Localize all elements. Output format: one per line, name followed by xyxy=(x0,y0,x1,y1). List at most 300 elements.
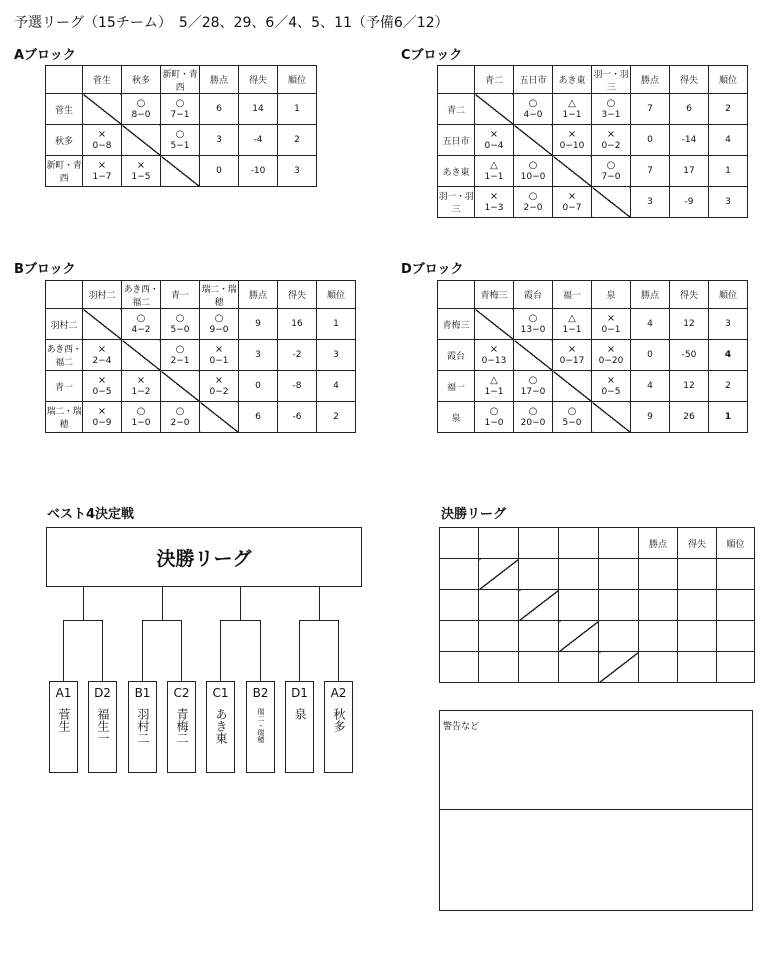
goaldiff-header: 得失 xyxy=(670,66,709,94)
result-cell xyxy=(599,559,639,590)
rank-header: 順位 xyxy=(709,66,748,94)
rank-cell xyxy=(717,621,755,652)
row-team-name: 新町・青西 xyxy=(46,156,83,187)
goaldiff-cell: -4 xyxy=(239,125,278,156)
result-score: 0−5 xyxy=(601,386,621,397)
corner-cell xyxy=(438,281,475,309)
col-team-header: 五日市 xyxy=(514,66,553,94)
result-mark: ○ xyxy=(606,160,616,172)
rank-cell: 1 xyxy=(709,402,748,433)
warning-box xyxy=(439,710,753,911)
bracket-team-slot xyxy=(88,681,117,773)
result-score: 0−20 xyxy=(598,355,624,366)
result-cell xyxy=(200,309,239,340)
result-score: 2−1 xyxy=(170,355,190,366)
result-mark: ○ xyxy=(528,98,538,110)
diagonal-cell xyxy=(161,371,200,402)
row-team-name: 瑞二・瑞穂 xyxy=(46,402,83,433)
diagonal-cell xyxy=(514,125,553,156)
table-row xyxy=(46,156,317,187)
points-header: 勝点 xyxy=(639,528,678,559)
result-score: 1−1 xyxy=(484,171,504,182)
points-cell: 0 xyxy=(631,340,670,371)
rank-cell: 3 xyxy=(709,309,748,340)
result-cell xyxy=(475,187,514,218)
result-cell xyxy=(592,309,631,340)
result-score: 1−1 xyxy=(562,324,582,335)
rank-cell: 4 xyxy=(317,371,356,402)
final-team-name xyxy=(440,621,479,652)
result-score: 1−0 xyxy=(131,417,151,428)
goaldiff-header: 得失 xyxy=(670,281,709,309)
goaldiff-cell: -50 xyxy=(670,340,709,371)
result-cell xyxy=(122,94,161,125)
result-score: 8−0 xyxy=(131,109,151,120)
result-cell xyxy=(553,125,592,156)
block-a-table xyxy=(45,65,317,187)
diagonal-cell xyxy=(475,309,514,340)
points-cell: 0 xyxy=(200,156,239,187)
final-team-header xyxy=(559,528,599,559)
corner-cell xyxy=(46,66,83,94)
result-cell xyxy=(479,590,519,621)
goaldiff-cell: 17 xyxy=(670,156,709,187)
result-cell xyxy=(599,590,639,621)
bracket-line xyxy=(338,620,339,681)
result-cell xyxy=(122,309,161,340)
result-cell xyxy=(592,94,631,125)
result-score: 1−5 xyxy=(131,171,151,182)
table-row xyxy=(438,94,748,125)
result-score: 3−1 xyxy=(601,109,621,120)
bracket-seed: A1 xyxy=(55,686,72,700)
result-mark: △ xyxy=(490,375,498,387)
result-score: 2−0 xyxy=(523,202,543,213)
points-cell: 7 xyxy=(631,156,670,187)
block-c-table xyxy=(437,65,748,218)
goaldiff-header: 得失 xyxy=(278,281,317,309)
points-cell: 4 xyxy=(631,371,670,402)
table-row xyxy=(46,340,356,371)
result-cell xyxy=(553,94,592,125)
goaldiff-cell: -6 xyxy=(278,402,317,433)
points-cell: 3 xyxy=(631,187,670,218)
bracket-line xyxy=(319,586,320,620)
rank-header: 順位 xyxy=(717,528,755,559)
result-cell xyxy=(83,402,122,433)
result-mark: ○ xyxy=(528,406,538,418)
rank-cell: 2 xyxy=(317,402,356,433)
result-score: 0−17 xyxy=(559,355,585,366)
result-mark: × xyxy=(97,375,107,387)
result-score: 10−0 xyxy=(520,171,546,182)
col-team-header: 菅生 xyxy=(83,66,122,94)
result-mark: × xyxy=(97,129,107,141)
final-team-header xyxy=(519,528,559,559)
result-score: 1−2 xyxy=(131,386,151,397)
rank-cell: 2 xyxy=(709,371,748,402)
result-cell xyxy=(559,590,599,621)
diagonal-cell xyxy=(592,402,631,433)
result-mark: ○ xyxy=(136,406,146,418)
goaldiff-cell: 12 xyxy=(670,371,709,402)
result-score: 1−3 xyxy=(484,202,504,213)
row-team-name: 泉 xyxy=(438,402,475,433)
result-score: 0−2 xyxy=(601,140,621,151)
row-team-name: 秋多 xyxy=(46,125,83,156)
points-cell xyxy=(639,621,678,652)
bracket-team-name: 泉 xyxy=(293,708,307,720)
corner-cell xyxy=(46,281,83,309)
rank-header: 順位 xyxy=(709,281,748,309)
goaldiff-cell: -9 xyxy=(670,187,709,218)
result-mark: △ xyxy=(568,98,576,110)
result-score: 1−1 xyxy=(562,109,582,120)
result-cell xyxy=(514,156,553,187)
block-d-label: Dブロック xyxy=(401,262,464,277)
result-cell xyxy=(553,402,592,433)
result-mark: ○ xyxy=(136,313,146,325)
points-cell: 0 xyxy=(239,371,278,402)
points-cell: 7 xyxy=(631,94,670,125)
points-cell: 9 xyxy=(239,309,278,340)
result-cell xyxy=(475,371,514,402)
goaldiff-cell xyxy=(678,590,717,621)
result-cell xyxy=(161,402,200,433)
table-row xyxy=(438,340,748,371)
rank-cell xyxy=(717,559,755,590)
points-cell: 3 xyxy=(200,125,239,156)
result-cell xyxy=(479,652,519,683)
col-team-header: 青一 xyxy=(161,281,200,309)
result-mark: × xyxy=(606,313,616,325)
result-cell xyxy=(83,340,122,371)
bracket-line xyxy=(63,620,64,681)
points-header: 勝点 xyxy=(631,66,670,94)
result-mark: × xyxy=(606,344,616,356)
diagonal-cell xyxy=(122,125,161,156)
rank-cell: 2 xyxy=(709,94,748,125)
col-team-header: 青梅三 xyxy=(475,281,514,309)
row-team-name: あき西・福二 xyxy=(46,340,83,371)
bracket-team-slot xyxy=(324,681,353,773)
result-cell xyxy=(519,652,559,683)
goaldiff-header: 得失 xyxy=(678,528,717,559)
diagonal-cell xyxy=(514,340,553,371)
result-mark: × xyxy=(97,160,107,172)
result-cell xyxy=(514,94,553,125)
rank-header: 順位 xyxy=(278,66,317,94)
result-score: 0−7 xyxy=(562,202,582,213)
result-cell xyxy=(592,371,631,402)
result-mark: × xyxy=(489,344,499,356)
col-team-header: 福一 xyxy=(553,281,592,309)
bracket-team-slot xyxy=(285,681,314,773)
goaldiff-cell: 26 xyxy=(670,402,709,433)
result-cell xyxy=(161,340,200,371)
bracket-team-slot xyxy=(49,681,78,773)
row-team-name: 羽村二 xyxy=(46,309,83,340)
result-score: 0−10 xyxy=(559,140,585,151)
table-row xyxy=(46,125,317,156)
goaldiff-cell: -14 xyxy=(670,125,709,156)
result-cell xyxy=(122,402,161,433)
result-mark: △ xyxy=(490,160,498,172)
diagonal-cell xyxy=(83,94,122,125)
col-team-header: あき東 xyxy=(553,66,592,94)
bracket-seed: C1 xyxy=(212,686,229,700)
goaldiff-cell xyxy=(678,559,717,590)
result-mark: ○ xyxy=(528,375,538,387)
result-score: 7−0 xyxy=(601,171,621,182)
rank-cell: 3 xyxy=(278,156,317,187)
result-score: 17−0 xyxy=(520,386,546,397)
rank-cell: 1 xyxy=(317,309,356,340)
result-score: 0−1 xyxy=(601,324,621,335)
points-cell: 6 xyxy=(239,402,278,433)
corner-cell xyxy=(438,66,475,94)
result-cell xyxy=(519,621,559,652)
row-team-name: 青梅三 xyxy=(438,309,475,340)
table-row xyxy=(440,590,755,621)
table-row xyxy=(438,125,748,156)
result-cell xyxy=(83,156,122,187)
table-row xyxy=(440,559,755,590)
row-team-name: 青二 xyxy=(438,94,475,125)
result-mark: ○ xyxy=(175,98,185,110)
bracket-line xyxy=(102,620,103,681)
result-mark: × xyxy=(567,129,577,141)
block-b-label: Bブロック xyxy=(14,262,76,277)
bracket-line xyxy=(260,620,261,681)
bracket-team-slot xyxy=(206,681,235,773)
result-score: 5−0 xyxy=(170,324,190,335)
result-mark: ○ xyxy=(489,406,499,418)
bracket-seed: B2 xyxy=(252,686,269,700)
result-score: 9−0 xyxy=(209,324,229,335)
result-cell xyxy=(553,187,592,218)
bracket-seed: D2 xyxy=(94,686,111,700)
goaldiff-cell: 14 xyxy=(239,94,278,125)
result-mark: × xyxy=(489,191,499,203)
diagonal-cell xyxy=(599,652,639,683)
col-team-header: 羽一・羽三 xyxy=(592,66,631,94)
result-mark: ○ xyxy=(175,344,185,356)
result-score: 1−0 xyxy=(484,417,504,428)
result-score: 4−2 xyxy=(131,324,151,335)
bracket-team-slot xyxy=(246,681,275,773)
result-mark: ○ xyxy=(528,313,538,325)
result-cell xyxy=(122,371,161,402)
col-team-header: あき西・福二 xyxy=(122,281,161,309)
result-mark: △ xyxy=(568,313,576,325)
result-score: 1−1 xyxy=(484,386,504,397)
points-cell: 9 xyxy=(631,402,670,433)
result-cell xyxy=(514,187,553,218)
result-score: 2−4 xyxy=(92,355,112,366)
result-score: 0−13 xyxy=(481,355,507,366)
result-mark: × xyxy=(136,375,146,387)
bracket-line xyxy=(299,620,339,621)
bracket-team-name: あき東 xyxy=(214,708,228,744)
bracket-line xyxy=(220,620,221,681)
block-b-table xyxy=(45,280,356,433)
rank-cell: 4 xyxy=(709,125,748,156)
result-mark: ○ xyxy=(606,98,616,110)
result-cell xyxy=(553,309,592,340)
result-mark: × xyxy=(606,129,616,141)
points-header: 勝点 xyxy=(239,281,278,309)
result-mark: ○ xyxy=(528,191,538,203)
result-score: 0−2 xyxy=(209,386,229,397)
diagonal-cell xyxy=(559,621,599,652)
rank-cell: 3 xyxy=(317,340,356,371)
points-cell xyxy=(639,652,678,683)
row-team-name: 霞台 xyxy=(438,340,475,371)
result-mark: ○ xyxy=(175,313,185,325)
result-score: 1−7 xyxy=(92,171,112,182)
result-cell xyxy=(161,309,200,340)
result-cell xyxy=(592,125,631,156)
table-row xyxy=(438,187,748,218)
bracket-line xyxy=(240,586,241,620)
result-score: 0−1 xyxy=(209,355,229,366)
bracket-team-name: 菅生 xyxy=(57,708,71,732)
result-cell xyxy=(475,125,514,156)
result-cell xyxy=(514,402,553,433)
result-mark: ○ xyxy=(528,160,538,172)
points-header: 勝点 xyxy=(631,281,670,309)
goaldiff-cell xyxy=(678,652,717,683)
result-cell xyxy=(592,340,631,371)
block-a-label: Aブロック xyxy=(14,48,76,63)
goaldiff-cell: -8 xyxy=(278,371,317,402)
rank-cell xyxy=(717,652,755,683)
final-team-header xyxy=(479,528,519,559)
rank-cell: 1 xyxy=(709,156,748,187)
col-team-header: 瑞二・瑞穂 xyxy=(200,281,239,309)
result-score: 4−0 xyxy=(523,109,543,120)
points-cell xyxy=(639,559,678,590)
bracket-line xyxy=(162,586,163,620)
final-league-table xyxy=(439,527,755,683)
result-score: 5−0 xyxy=(562,417,582,428)
result-mark: ○ xyxy=(567,406,577,418)
row-team-name: 羽一・羽三 xyxy=(438,187,475,218)
rank-header: 順位 xyxy=(317,281,356,309)
result-mark: ○ xyxy=(175,406,185,418)
warning-label: 警告など xyxy=(443,722,480,732)
result-score: 2−0 xyxy=(170,417,190,428)
table-row xyxy=(440,621,755,652)
result-cell xyxy=(475,340,514,371)
bracket-line xyxy=(63,620,103,621)
result-score: 5−1 xyxy=(170,140,190,151)
final-team-name xyxy=(440,652,479,683)
result-mark: × xyxy=(136,160,146,172)
diagonal-cell xyxy=(519,590,559,621)
diagonal-cell xyxy=(475,94,514,125)
points-cell: 0 xyxy=(631,125,670,156)
result-cell xyxy=(479,621,519,652)
goaldiff-cell: -2 xyxy=(278,340,317,371)
rank-cell: 1 xyxy=(278,94,317,125)
result-cell xyxy=(475,156,514,187)
points-header: 勝点 xyxy=(200,66,239,94)
bracket-seed: C2 xyxy=(173,686,190,700)
bracket-seed: B1 xyxy=(134,686,151,700)
result-mark: × xyxy=(97,344,107,356)
final-team-name xyxy=(440,559,479,590)
result-cell xyxy=(514,309,553,340)
result-score: 0−4 xyxy=(484,140,504,151)
bracket-seed: D1 xyxy=(291,686,308,700)
points-cell: 4 xyxy=(631,309,670,340)
best4-label: ベスト4決定戦 xyxy=(47,507,135,522)
result-mark: × xyxy=(97,406,107,418)
final-team-header xyxy=(599,528,639,559)
rank-cell: 2 xyxy=(278,125,317,156)
goaldiff-cell: 6 xyxy=(670,94,709,125)
diagonal-cell xyxy=(122,340,161,371)
row-team-name: 青一 xyxy=(46,371,83,402)
result-score: 0−8 xyxy=(92,140,112,151)
result-mark: × xyxy=(214,375,224,387)
result-mark: ○ xyxy=(175,129,185,141)
col-team-header: 青二 xyxy=(475,66,514,94)
result-cell xyxy=(161,125,200,156)
bracket-team-name: 秋多 xyxy=(332,708,346,732)
diagonal-cell xyxy=(592,187,631,218)
table-row xyxy=(46,94,317,125)
table-row xyxy=(438,371,748,402)
result-cell xyxy=(200,340,239,371)
diagonal-cell xyxy=(479,559,519,590)
table-row xyxy=(438,156,748,187)
bracket-line xyxy=(220,620,261,621)
result-mark: ○ xyxy=(136,98,146,110)
diagonal-cell xyxy=(161,156,200,187)
diagonal-cell xyxy=(553,156,592,187)
col-team-header: 羽村二 xyxy=(83,281,122,309)
warning-divider xyxy=(440,809,752,810)
points-cell: 3 xyxy=(239,340,278,371)
result-cell xyxy=(592,156,631,187)
rank-cell xyxy=(717,590,755,621)
result-cell xyxy=(559,559,599,590)
bracket-line xyxy=(181,620,182,681)
table-row xyxy=(46,309,356,340)
table-row xyxy=(438,402,748,433)
result-score: 0−5 xyxy=(92,386,112,397)
final-league-label: 決勝リーグ xyxy=(441,507,507,522)
row-team-name: 五日市 xyxy=(438,125,475,156)
diagonal-cell xyxy=(83,309,122,340)
result-cell xyxy=(475,402,514,433)
result-score: 13−0 xyxy=(520,324,546,335)
result-cell xyxy=(599,621,639,652)
result-score: 0−9 xyxy=(92,417,112,428)
diagonal-cell xyxy=(553,371,592,402)
col-team-header: 新町・青西 xyxy=(161,66,200,94)
result-score: 7−1 xyxy=(170,109,190,120)
block-c-label: Cブロック xyxy=(401,48,463,63)
result-score: 20−0 xyxy=(520,417,546,428)
block-d-table xyxy=(437,280,748,433)
rank-cell: 4 xyxy=(709,340,748,371)
result-cell xyxy=(200,371,239,402)
final-header-row xyxy=(440,528,755,559)
